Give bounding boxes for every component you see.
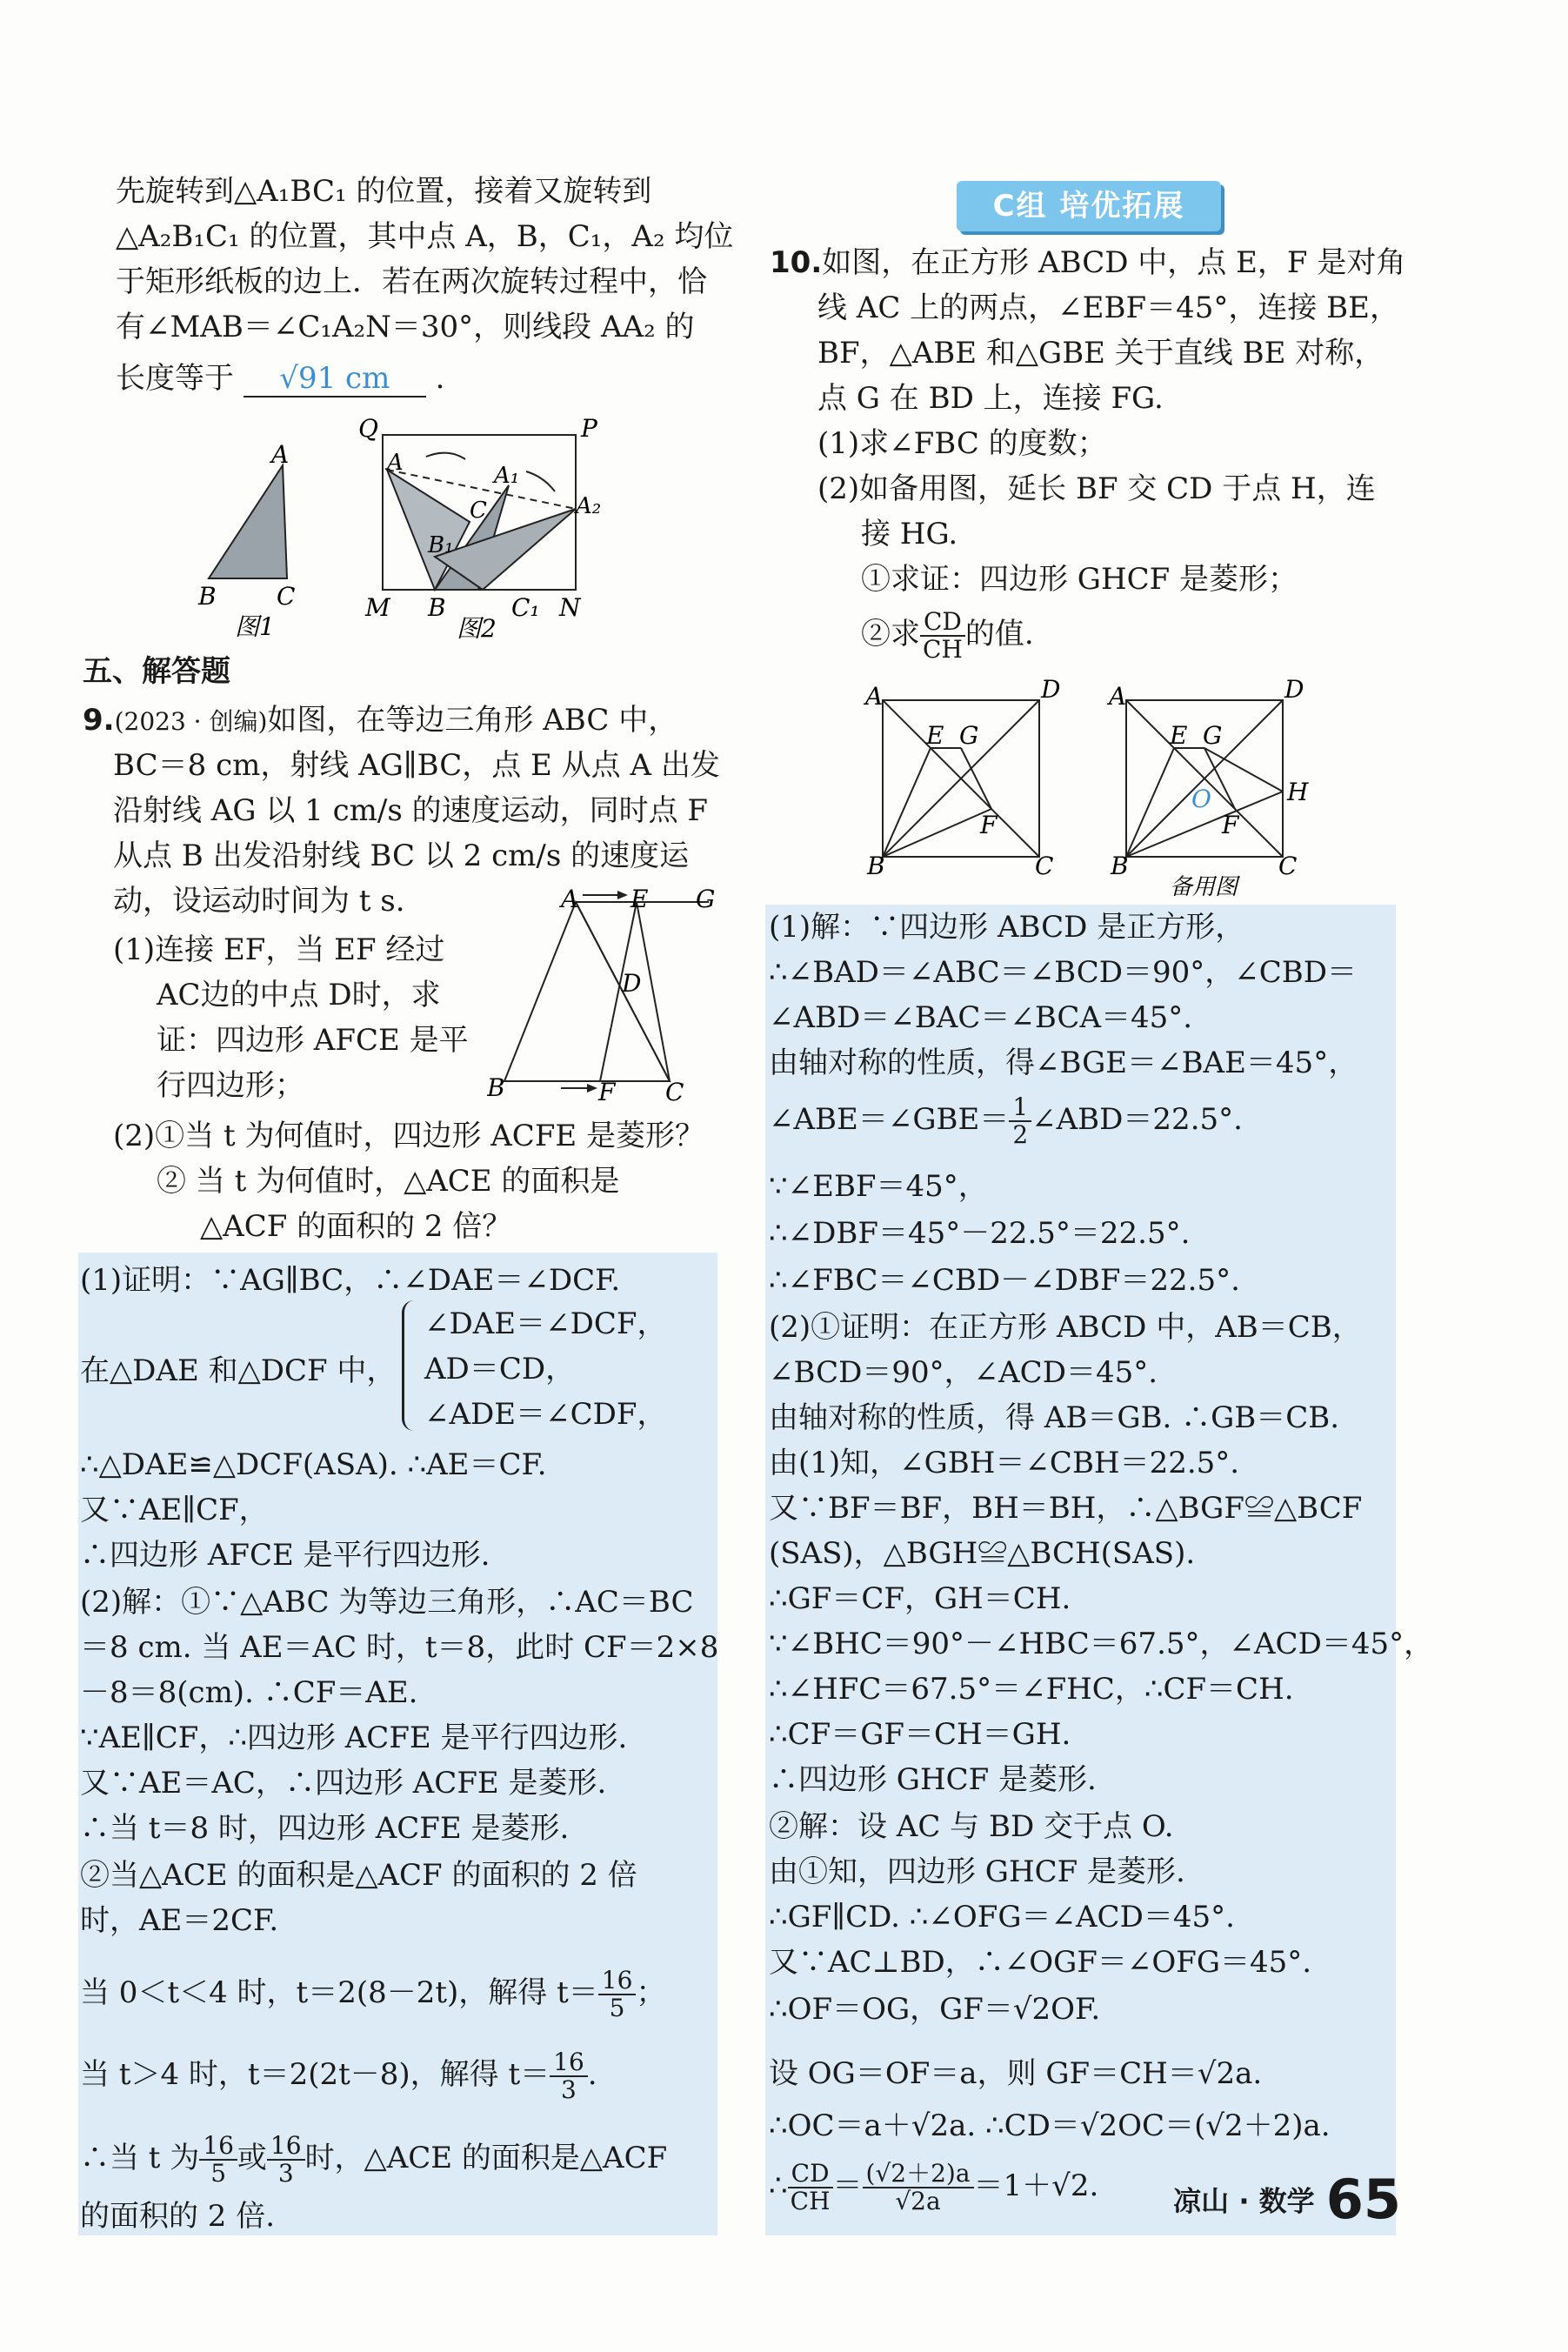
q10-backup-h: H: [1287, 778, 1309, 806]
fig1-triangle: [209, 465, 287, 578]
q9-line-2: BC＝8 cm，射线 AG∥BC，点 E 从点 A 出发: [113, 748, 720, 783]
q9-ans-conclusion: [80, 2133, 667, 2194]
q9-ans-7: ＝8 cm. 当 AE＝AC 时，t＝8，此时 CF＝2×8: [80, 1630, 719, 1665]
q10-backup-o: O: [1191, 785, 1211, 813]
q9-fig-f: F: [598, 1078, 616, 1106]
q10-fig-f: F: [980, 811, 998, 839]
q10-backup-caption: 备用图: [1170, 874, 1238, 900]
q9-part2-2: ② 当 t 为何值时，△ACE 的面积是: [157, 1164, 620, 1199]
q9-ans-case1: [80, 1968, 665, 2028]
q10-part2b-suffix: 的值.: [964, 617, 1034, 651]
case2-prefix: 当 t＞4 时，t＝2(2t－8)，解得 t＝: [80, 2057, 550, 2092]
fig2-label-b1: B₁: [428, 532, 454, 558]
q10-fig-d: D: [1041, 678, 1061, 704]
q10-line-4: 点 G 在 BD 上，连接 FG.: [817, 381, 1164, 416]
q9-fig-d: D: [622, 969, 642, 998]
q9-text-1: 如图，在等边三角形 ABC 中，: [267, 703, 678, 738]
q10-ans-23: ∴OF＝OG，GF＝√2OF.: [769, 1992, 1101, 2027]
q10-text-1: 如图，在正方形 ABCD 中，点 E，F 是对角: [822, 245, 1406, 280]
final-fraction-1: $\frac{CD}{CH}$: [788, 2161, 833, 2215]
q10-backup-c: C: [1278, 852, 1298, 880]
q9-ans-9: ∵AE∥CF，∴四边形 ACFE 是平行四边形.: [80, 1721, 628, 1755]
q10-ans-22: 又∵AC⊥BD，∴∠OGF＝∠OFG＝45°.: [769, 1945, 1312, 1980]
q9-fig-g: G: [696, 885, 716, 913]
q9-brace-2: AD＝CD，: [424, 1352, 576, 1386]
q8-line-3: 于矩形纸板的边上．若在两次旋转过程中，恰: [116, 264, 707, 299]
q9-ans-6: (2)解：①∵△ABC 为等边三角形，∴AC＝BC: [80, 1585, 694, 1620]
concl-mid: 或: [237, 2141, 267, 2175]
q9-number: 9.: [83, 703, 115, 738]
fig2-arrow-1: [426, 453, 465, 459]
q8-answer-blank: √91 cm: [244, 361, 426, 398]
fig1-caption: 图1: [235, 612, 275, 641]
q10-fig-a: A: [865, 682, 884, 711]
q9-ans-8: －8＝8(cm). ∴CF＝AE.: [80, 1675, 418, 1710]
q9-ans-10: 又∵AE＝AC，∴四边形 ACFE 是菱形.: [80, 1766, 607, 1801]
q10-ans-5: ∵∠EBF＝45°，: [769, 1169, 988, 1204]
q10-ans-1: (1)解：∵四边形 ABCD 是正方形，: [769, 910, 1245, 945]
q10-part2b-fraction: $\frac{CD}{CH}$: [920, 609, 965, 663]
fig2-label-n: N: [559, 593, 581, 622]
q10-backup-d: D: [1284, 678, 1304, 704]
q10-ans-25: ∴OC＝a＋√2a. ∴CD＝√2OC＝(√2＋2)a.: [769, 2108, 1331, 2143]
q10-ans-13: (SAS)，△BGH≌△BCH(SAS).: [769, 1536, 1196, 1571]
q10-part2b-prefix: ②求: [861, 617, 920, 651]
fig2-arrow-2: [526, 471, 555, 491]
q9-part1-1: (1)连接 EF，当 EF 经过: [113, 932, 445, 967]
q10-ans-15: ∵∠BHC＝90°－∠HBC＝67.5°，∠ACD＝45°，: [769, 1627, 1434, 1661]
q10-line-5: (1)求∠FBC 的度数；: [817, 426, 1107, 461]
q10-ans-20: 由①知，四边形 GHCF 是菱形.: [769, 1854, 1185, 1889]
fig2-label-a1: A₁: [494, 463, 520, 489]
q10-line-3: BF，△ABE 和△GBE 关于直线 BE 对称，: [817, 336, 1385, 371]
q8-line-5: [116, 361, 444, 398]
q9-fig-a: A: [561, 885, 579, 913]
q10-ans-17: ∴CF＝GF＝CH＝GH.: [769, 1717, 1071, 1752]
fig2-caption: 图2: [457, 614, 497, 643]
q10-fig-g: G: [959, 721, 979, 750]
q9-ans-13: 时，AE＝2CF.: [80, 1903, 279, 1938]
q10-ans-11: 由(1)知，∠GBH＝∠CBH＝22.5°.: [769, 1446, 1240, 1480]
section5-title: 五、解答题: [83, 654, 230, 689]
half-fraction: $\frac{1}{2}$: [1009, 1094, 1031, 1148]
fig2-label-a2: A₂: [576, 493, 602, 519]
q9-line-5: 动，设运动时间为 t s.: [113, 884, 405, 919]
q10-ans-18: ∴四边形 GHCF 是菱形.: [769, 1762, 1097, 1797]
final-prefix: ∴: [769, 2168, 788, 2203]
q9-part1-4: 行四边形；: [157, 1068, 304, 1103]
q9-source: (2023 · 创编): [114, 707, 268, 736]
case2-fraction: $\frac{16}{3}$: [550, 2049, 588, 2103]
q8-line-1: 先旋转到△A₁BC₁ 的位置，接着又旋转到: [116, 174, 652, 209]
q10-backup-a: A: [1109, 682, 1127, 711]
q8-line-4: 有∠MAB＝∠C₁A₂N＝30°，则线段 AA₂ 的: [116, 310, 695, 344]
q10-ans-2: ∴∠BAD＝∠ABC＝∠BCD＝90°，∠CBD＝: [769, 955, 1357, 990]
case1-fraction: $\frac{16}{5}$: [598, 1968, 637, 2021]
q10-line-2: 线 AC 上的两点，∠EBF＝45°，连接 BE，: [817, 291, 1399, 325]
page-footer: [1173, 2168, 1401, 2231]
q9-part1-2: AC边的中点 D时，求: [157, 978, 441, 1012]
q10-ans-10: 由轴对称的性质，得 AB＝GB. ∴GB＝CB.: [769, 1400, 1340, 1435]
half-suffix: ∠ABD＝22.5°.: [1031, 1102, 1243, 1137]
fig2-label-p: P: [581, 418, 597, 443]
q9-line-1: [83, 703, 677, 739]
q10-ans-14: ∴GF＝CF，GH＝CH.: [769, 1581, 1071, 1616]
q9-line-4: 从点 B 出发沿射线 BC 以 2 cm/s 的速度运: [113, 839, 690, 873]
q8-figures: [174, 418, 739, 644]
q9-ans-11: ∴当 t＝8 时，四边形 ACFE 是菱形.: [80, 1811, 570, 1846]
fig1-label-c: C: [277, 582, 296, 611]
q9-brace: [402, 1300, 422, 1431]
q9-ans-conclusion-2: 的面积的 2 倍.: [80, 2199, 276, 2234]
fig2-label-a: A: [387, 450, 404, 476]
q10-ans-19: ②解：设 AC 与 BD 交于点 O.: [769, 1809, 1174, 1844]
q9-ans-5: ∴四边形 AFCE 是平行四边形.: [80, 1538, 490, 1573]
q10-line-1: [770, 245, 1405, 280]
q10-ans-9: ∠BCD＝90°，∠ACD＝45°.: [769, 1355, 1158, 1390]
fig1-label-b: B: [198, 582, 217, 611]
q8-answer-suffix: .: [435, 361, 445, 396]
q10-ans-12: 又∵BF＝BF，BH＝BH，∴△BGF≌△BCF: [769, 1491, 1363, 1526]
case1-prefix: 当 0＜t＜4 时，t＝2(8－2t)，解得 t＝: [80, 1975, 598, 2010]
q9-brace-3: ∠ADE＝∠CDF，: [424, 1397, 667, 1432]
final-eq: ＝: [832, 2168, 863, 2203]
fig2-label-q: Q: [358, 418, 378, 443]
case1-suffix: ；: [636, 1975, 666, 2010]
q10-fig-c: C: [1035, 852, 1054, 880]
fig1-label-a: A: [271, 440, 290, 469]
q10-line-8: ①求证：四边形 GHCF 是菱形；: [861, 562, 1298, 597]
concl-fraction-2: $\frac{16}{3}$: [267, 2133, 305, 2187]
concl-prefix: ∴当 t 为: [80, 2141, 200, 2175]
q10-line-7: 接 HG.: [861, 517, 958, 551]
q9-part2-3: △ACF 的面积的 2 倍？: [200, 1209, 512, 1244]
q10-ans-21: ∴GF∥CD. ∴∠OFG＝∠ACD＝45°.: [769, 1900, 1235, 1934]
half-prefix: ∠ABE＝∠GBE＝: [769, 1102, 1010, 1137]
q10-ans-24: 设 OG＝OF＝a，则 GF＝CH＝√2a.: [769, 2056, 1263, 2091]
q10-backup-b: B: [1111, 852, 1129, 880]
fig2-label-c: C: [470, 498, 487, 524]
q10-fig-e: E: [926, 721, 944, 750]
q9-part1-3: 证：四边形 AFCE 是平: [157, 1023, 469, 1058]
concl-fraction-1: $\frac{16}{5}$: [199, 2133, 237, 2187]
q10-ans-4: 由轴对称的性质，得∠BGE＝∠BAE＝45°，: [769, 1046, 1358, 1080]
q9-fig-b: B: [487, 1073, 505, 1102]
q9-ans-4: 又∵AE∥CF，: [80, 1493, 269, 1527]
q9-ans-2: 在△DAE 和△DCF 中，: [80, 1353, 397, 1388]
final-fraction-2: $\frac{(√2+2)a}{√2a}$: [863, 2161, 974, 2215]
fig2-label-b: B: [428, 593, 446, 622]
q9-brace-1: ∠DAE＝∠DCF，: [424, 1306, 667, 1341]
q9-ans-3: ∴△DAE≌△DCF(ASA). ∴AE＝CF.: [80, 1447, 547, 1482]
q10-backup-e: E: [1170, 721, 1188, 750]
q9-figure: [487, 883, 731, 1109]
concl-suffix: 时，△ACE 的面积是△ACF: [304, 2141, 668, 2175]
q9-ans-1: (1)证明：∵AG∥BC，∴∠DAE＝∠DCF.: [80, 1263, 621, 1298]
group-c-badge: C组 培优拓展: [957, 181, 1221, 231]
q8-line-2: △A₂B₁C₁ 的位置，其中点 A，B，C₁，A₂ 均位: [116, 219, 734, 254]
q9-ans-12: ②当△ACE 的面积是△ACF 的面积的 2 倍: [80, 1858, 637, 1893]
case2-suffix: .: [587, 2057, 597, 2092]
q10-line-9: [861, 609, 1034, 670]
q9-ans-case2: [80, 2049, 597, 2110]
q8-answer-prefix: 长度等于: [116, 361, 234, 396]
q10-fig-b: B: [867, 852, 885, 880]
q10-ans-16: ∴∠HFC＝67.5°＝∠FHC，∴CF＝CH.: [769, 1672, 1294, 1707]
q10-line-6: (2)如备用图，延长 BF 交 CD 于点 H，连: [817, 471, 1376, 506]
q10-ans-8: (2)①证明：在正方形 ABCD 中，AB＝CB，: [769, 1310, 1362, 1345]
final-suffix: ＝1＋√2.: [973, 2168, 1099, 2203]
q10-ans-half: [769, 1094, 1243, 1155]
q10-ans-3: ∠ABD＝∠BAC＝∠BCA＝45°.: [769, 1000, 1193, 1035]
q9-fig-c: C: [665, 1078, 684, 1106]
fig2-label-m: M: [365, 593, 390, 622]
q10-backup-f: F: [1222, 811, 1239, 839]
footer-region: 凉山 · 数学: [1173, 2184, 1315, 2218]
q9-fig-e: E: [631, 885, 649, 913]
q10-ans-6: ∴∠DBF＝45°－22.5°＝22.5°.: [769, 1216, 1191, 1251]
q10-ans-7: ∴∠FBC＝∠CBD－∠DBF＝22.5°.: [769, 1263, 1240, 1298]
fig2-label-c1: C₁: [511, 593, 540, 622]
q9-line-3: 沿射线 AG 以 1 cm/s 的速度运动，同时点 F: [113, 793, 708, 828]
q10-backup-g: G: [1203, 721, 1223, 750]
q10-figures: [857, 678, 1326, 900]
q9-part2-1: (2)①当 t 为何值时，四边形 ACFE 是菱形？: [113, 1119, 705, 1153]
q10-number: 10.: [770, 245, 823, 280]
q10-ans-final: [769, 2161, 1098, 2222]
page-number: 65: [1325, 2168, 1401, 2231]
